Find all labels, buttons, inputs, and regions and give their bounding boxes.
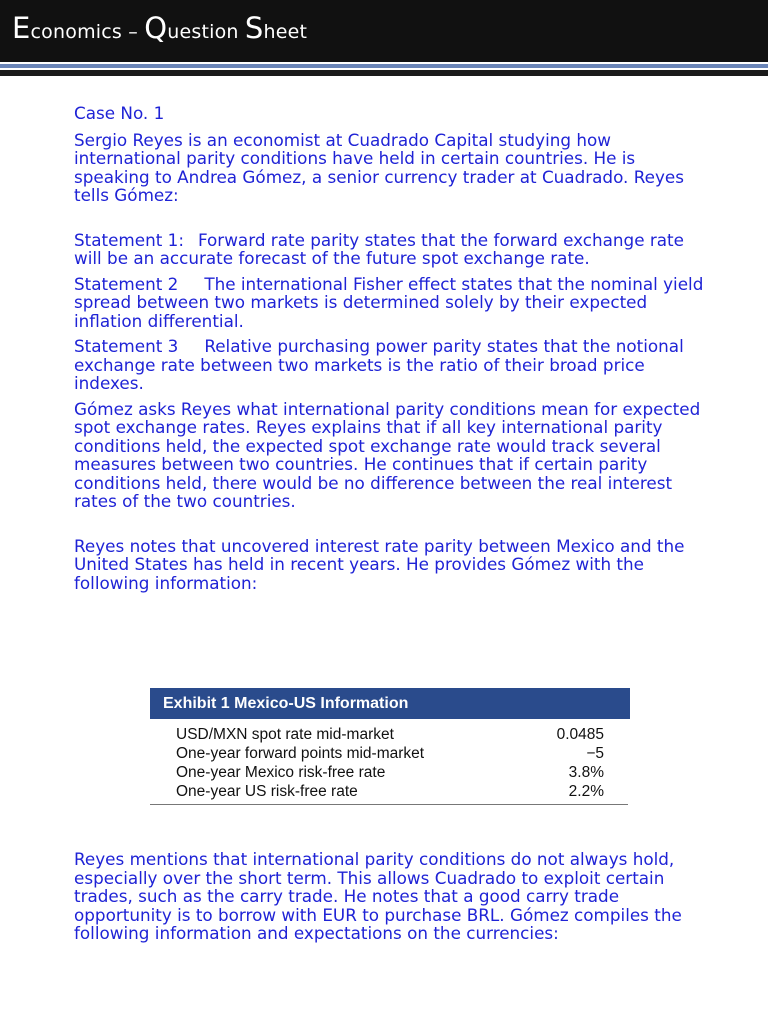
row-label: One-year Mexico risk-free rate xyxy=(176,764,386,781)
exhibit-table xyxy=(176,725,628,801)
sheet-title xyxy=(12,11,308,45)
title-initial-q: Q xyxy=(144,11,168,45)
statement-2-text: The international Fisher effect states that the nominal yield spread between two markets is determined solely by their expected inflation differential. xyxy=(74,273,704,331)
title-initial-s: S xyxy=(244,11,264,45)
header-accent-rule xyxy=(0,64,768,68)
statement-1 xyxy=(74,231,714,268)
carry-paragraph: Reyes mentions that international parity conditions do not always hold, especially over the short term. This allows Cuadrado to exploit certain trades, such as the carry trade. He notes that a good carry trade opportunity is to borrow with EUR to purchase BRL. Gómez compiles the following information and expectations on the currencies: xyxy=(74,849,682,943)
row-value: 0.0485 xyxy=(556,726,604,743)
page-header xyxy=(0,0,768,62)
title-word-sheet: heet xyxy=(263,21,308,43)
case-body xyxy=(74,104,714,610)
row-label: One-year US risk-free rate xyxy=(176,783,358,800)
statement-2 xyxy=(74,275,714,331)
exhibit-title: Exhibit 1 Mexico-US Information xyxy=(150,688,630,719)
statement-1-label: Statement 1: xyxy=(74,229,184,250)
title-word-economics: conomics – xyxy=(30,21,145,43)
table-row xyxy=(176,725,628,744)
row-label: USD/MXN spot rate mid-market xyxy=(176,726,394,743)
row-value: 3.8% xyxy=(568,764,604,781)
exhibit-1 xyxy=(150,688,630,805)
carry-section xyxy=(74,850,714,943)
title-initial-e: E xyxy=(12,11,31,45)
gomez-paragraph: Gómez asks Reyes what international parity conditions mean for expected spot exchange rates. Reyes explains that if all key international parity conditions held, the expected spot exchange rate would track several measures between two countries. He continues that if certain parity conditions held, there would be no difference between the real interest rates of the two countries. xyxy=(74,398,701,511)
statement-3 xyxy=(74,337,714,393)
header-dark-rule xyxy=(0,70,768,76)
statement-1-text: Forward rate parity states that the forward exchange rate will be an accurate forecast of the future spot exchange rate. xyxy=(74,229,684,268)
table-row xyxy=(176,763,628,782)
title-word-question: uestion xyxy=(167,21,245,43)
statement-3-text: Relative purchasing power parity states that the notional exchange rate between two markets is the ratio of their broad price indexes. xyxy=(74,336,684,393)
table-row xyxy=(176,744,628,763)
row-value: 2.2% xyxy=(568,783,604,800)
row-value: −5 xyxy=(586,745,604,762)
uip-paragraph: Reyes notes that uncovered interest rate parity between Mexico and the United States has held in recent years. He provides Gómez with the following information: xyxy=(74,535,685,593)
exhibit-bottom-rule xyxy=(150,804,628,805)
row-label: One-year forward points mid-market xyxy=(176,745,425,762)
table-row xyxy=(176,782,628,801)
case-label: Case No. 1 xyxy=(74,103,165,123)
statement-2-label: Statement 2 xyxy=(74,273,179,294)
statement-3-label: Statement 3 xyxy=(74,336,179,356)
intro-paragraph: Sergio Reyes is an economist at Cuadrado Capital studying how international parity conditions have held in certain countries. He is speaking to Andrea Gómez, a senior currency trader at Cuadrado. Reyes tells Gómez: xyxy=(74,129,684,205)
